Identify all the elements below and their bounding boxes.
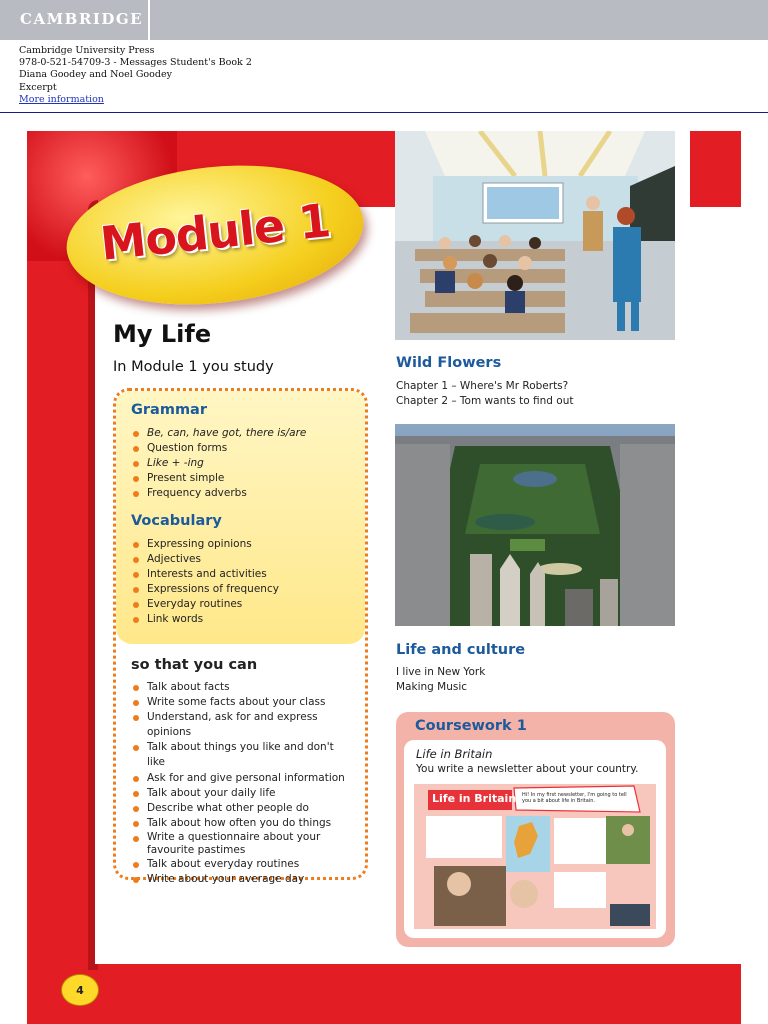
list-item: Talk about your daily life	[131, 786, 351, 801]
page-subtitle: In Module 1 you study	[113, 359, 274, 375]
list-item: Talk about things you like and don't like	[131, 740, 351, 770]
list-item: Adjectives	[131, 552, 279, 567]
list-item: Interests and activities	[131, 567, 279, 582]
chapter-line: Chapter 2 – Tom wants to find out	[396, 395, 574, 407]
meta-excerpt: Excerpt	[19, 81, 57, 93]
vocabulary-list	[131, 537, 279, 628]
page-title: My Life	[113, 320, 212, 348]
list-item: Write a questionnaire about your favourite pastimes	[131, 831, 351, 857]
meta-authors: Diana Goodey and Noel Goodey	[19, 69, 172, 81]
page-number: 4	[61, 974, 99, 1006]
chapter-line: Chapter 1 – Where's Mr Roberts?	[396, 380, 569, 392]
list-item: Write about your average day	[131, 872, 351, 887]
list-item: Expressions of frequency	[131, 582, 279, 597]
list-item: Be, can, have got, there is/are	[131, 426, 306, 441]
list-item: Understand, ask for and express opinions	[131, 710, 351, 740]
list-item: Expressing opinions	[131, 537, 279, 552]
list-item: Present simple	[131, 471, 306, 486]
life-culture-lines	[396, 665, 485, 695]
newsletter-thumbnail	[414, 784, 656, 929]
central-park-photo	[395, 424, 675, 626]
meta-publisher: Cambridge University Press	[19, 45, 155, 56]
life-culture-heading: Life and culture	[396, 642, 526, 658]
culture-line: I live in New York	[396, 666, 486, 678]
wild-flowers-heading: Wild Flowers	[396, 355, 502, 371]
book-meta	[19, 45, 252, 106]
grammar-list	[131, 426, 306, 501]
wild-flowers-chapters	[396, 379, 574, 409]
coursework-heading: Coursework 1	[415, 718, 527, 734]
list-item: Everyday routines	[131, 597, 279, 612]
list-item: Like + -ing	[131, 456, 306, 471]
list-item: Frequency adverbs	[131, 486, 306, 501]
so-that-list	[131, 680, 351, 887]
so-that-heading: so that you can	[131, 657, 258, 673]
list-item: Question forms	[131, 441, 306, 456]
header-rule	[0, 112, 768, 113]
list-item: Write some facts about your class	[131, 695, 351, 710]
publisher-banner	[0, 0, 768, 40]
culture-line: Making Music	[396, 681, 468, 693]
newsletter-title: Life in Britain	[432, 792, 517, 805]
newsletter-bubble: Hi! In my first newsletter, I'm going to tell you a bit about life in Britain.	[522, 792, 627, 804]
more-information-link[interactable]: More information	[19, 93, 104, 105]
vocabulary-heading: Vocabulary	[131, 513, 222, 529]
cambridge-logo: CAMBRIDGE	[20, 10, 144, 28]
meta-isbn: 978-0-521-54709-3 - Messages Student's Book 2	[19, 57, 252, 69]
module-badge-label: Module 1	[97, 193, 333, 271]
classroom-illustration	[395, 131, 675, 340]
list-item: Talk about how often you do things	[131, 816, 351, 831]
list-item: Link words	[131, 612, 279, 627]
list-item: Describe what other people do	[131, 801, 351, 816]
coursework-topic: Life in Britain	[416, 747, 493, 761]
list-item: Talk about everyday routines	[131, 857, 351, 872]
banner-divider	[148, 0, 150, 40]
list-item: Talk about facts	[131, 680, 351, 695]
coursework-description: You write a newsletter about your country.	[416, 763, 639, 775]
grammar-heading: Grammar	[131, 402, 207, 418]
list-item: Ask for and give personal information	[131, 771, 351, 786]
